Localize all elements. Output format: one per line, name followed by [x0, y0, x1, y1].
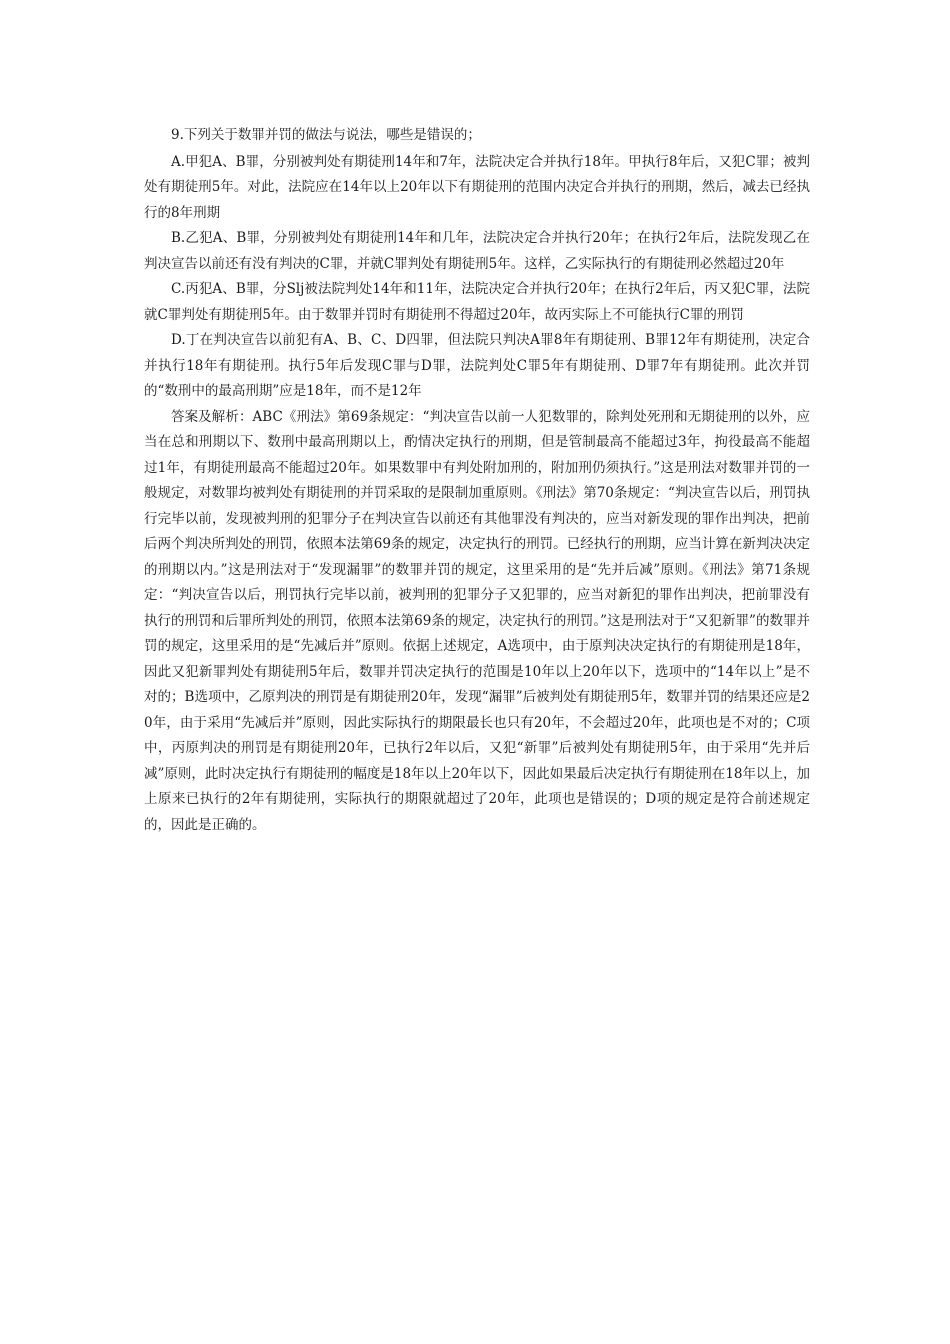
answer-explanation: 答案及解析：ABC《刑法》第69条规定：“判决宣告以前一人犯数罪的，除判处死刑和无期徒刑的以外，应当在总和刑期以下、数刑中最高刑期以上，酌情决定执行的刑期，但是管制最高不能超过3年，拘役最高不能超过1年，有期徒刑最高不能超过20年。如果数罪中有判处附加刑的，附加刑仍须执行。”这是刑法对数罪并罚的一般规定，对数罪均被判处有期徒刑的并罚采取的是限制加重原则。《刑法》第70条规定：“判决宣告以后，刑罚执行完毕以前，发现被判刑的犯罪分子在判决宣告以前还有其他罪没有判决的，应当对新发现的罪作出判决，把前后两个判决所判处的刑罚，依照本法第69条的规定，决定执行的刑罚。已经执行的刑期，应当计算在新判决决定的刑期以内。”这是刑法对于“发现漏罪”的数罪并罚的规定，这里采用的是“先并后减”原则。《刑法》第71条规定：“判决宣告以后，刑罚执行完毕以前，被判刑的犯罪分子又犯罪的，应当对新犯的罪作出判决，把前罪没有执行的刑罚和后罪所判处的刑罚，依照本法第69条的规定，决定执行的刑罚。”这是刑法对于“又犯新罪”的数罪并罚的规定，这里采用的是“先减后并”原则。依据上述规定，A选项中，由于原判决决定执行的有期徒刑是18年，因此又犯新罪判处有期徒刑5年后，数罪并罚决定执行的范围是10年以上20年以下，选项中的“14年以上”是不对的；B选项中，乙原判决的刑罚是有期徒刑20年，发现“漏罪”后被判处有期徒刑5年，数罪并罚的结果还应是20年，由于采用“先减后并”原则，因此实际执行的期限最长也只有20年，不会超过20年，此项也是不对的；C项中，丙原判决的刑罚是有期徒刑20年，已执行2年以后，又犯“新罪”后被判处有期徒刑5年，由于采用“先并后减”原则，此时决定执行有期徒刑的幅度是18年以上20年以下，因此如果最后决定执行有期徒刑在18年以上，加上原来已执行的2年有期徒刑，实际执行的期限就超过了20年，此项也是错误的；D项的规定是符合前述规定的，因此是正确的。	[144, 408, 810, 833]
option-a: A.甲犯A、B罪，分别被判处有期徒刑14年和7年，法院决定合并执行18年。甲执行8年后，又犯C罪；被判处有期徒刑5年。对此，法院应在14年以上20年以下有期徒刑的范围内决定合并执行的刑期，然后，减去已经执行的8年刑期	[144, 153, 810, 221]
option-b: B.乙犯A、B罪，分别被判处有期徒刑14年和几年，法院决定合并执行20年；在执行2年后，法院发现乙在判决宣告以前还有没有判决的C罪，并就C罪判处有期徒刑5年。这样，乙实际执行的有期徒刑必然超过20年	[144, 230, 810, 272]
option-d: D.丁在判决宣告以前犯有A、B、C、D四罪，但法院只判决A罪8年有期徒刑、B罪12年有期徒刑，决定合并执行18年有期徒刑。执行5年后发现C罪与D罪，法院判处C罪5年有期徒刑、D罪7年有期徒刑。此次并罚的“数刑中的最高刑期”应是18年，而不是12年	[144, 332, 810, 399]
question-text: 9.下列关于数罪并罚的做法与说法，哪些是错误的；	[171, 127, 481, 143]
option-c: C.丙犯A、B罪，分Slj被法院判处14年和11年，法院决定合并执行20年；在执行2年后，丙又犯C罪，法院就C罪判处有期徒刑5年。由于数罪并罚时有期徒刑不得超过20年，故丙实际上不可能执行C罪的刑罚	[144, 281, 810, 323]
document-body	[144, 123, 810, 838]
